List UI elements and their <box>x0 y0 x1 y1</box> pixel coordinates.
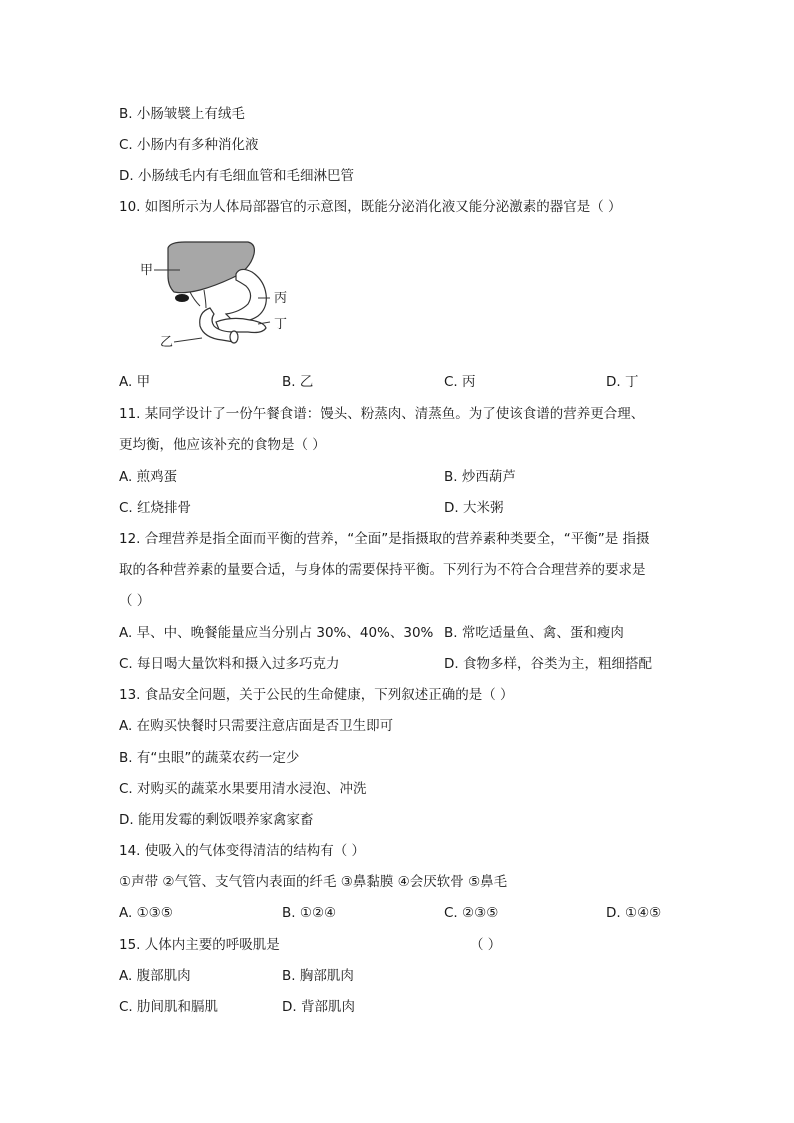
q11-stem-line2: 更均衡，他应该补充的食物是（ ） <box>119 437 326 453</box>
q10-option-c: C. 丙 <box>444 374 476 390</box>
q13-stem: 13. 食品安全问题，关于公民的生命健康，下列叙述正确的是（ ） <box>119 687 514 703</box>
q11-option-c: C. 红烧排骨 <box>119 500 192 516</box>
liver-shape <box>168 242 254 293</box>
q13-option-a: A. 在购买快餐时只需要注意店面是否卫生即可 <box>119 718 394 734</box>
q13-option-b: B. 有“虫眼”的蔬菜农药一定少 <box>119 750 300 766</box>
q10-stem: 10. 如图所示为人体局部器官的示意图，既能分泌消化液又能分泌激素的器官是（ ） <box>119 199 622 215</box>
q15-option-d: D. 背部肌肉 <box>282 999 355 1015</box>
q12-stem-line1: 12. 合理营养是指全面而平衡的营养，“全面”是指摄取的营养素种类要全，“平衡”是 指摄 <box>119 531 650 547</box>
q10-option-d: D. 丁 <box>606 374 639 390</box>
q14-option-a: A. ①③⑤ <box>119 905 173 921</box>
q14-option-d: D. ①④⑤ <box>606 905 662 921</box>
q14-stem: 14. 使吸入的气体变得清洁的结构有（ ） <box>119 843 366 859</box>
gallbladder-shape <box>175 294 189 302</box>
q11-option-d: D. 大米粥 <box>444 500 504 516</box>
q15-answer-paren: （ ） <box>470 937 502 953</box>
q10-option-b: B. 乙 <box>282 374 314 390</box>
q13-option-c: C. 对购买的蔬菜水果要用清水浸泡、冲洗 <box>119 781 367 797</box>
q9-option-d: D. 小肠绒毛内有毛细血管和毛细淋巴管 <box>119 168 354 184</box>
q12-option-a: A. 早、中、晚餐能量应当分别占 30%、40%、30% <box>119 625 434 641</box>
label-yi: 乙 <box>160 335 174 350</box>
organ-diagram <box>140 236 320 356</box>
q15-option-a: A. 腹部肌肉 <box>119 968 191 984</box>
q14-option-c: C. ②③⑤ <box>444 905 499 921</box>
q12-stem-line2: 取的各种营养素的量要合适，与身体的需要保持平衡。下列行为不符合合理营养的要求是 <box>119 562 646 578</box>
label-bing: 丙 <box>274 291 288 306</box>
q9-option-c: C. 小肠内有多种消化液 <box>119 137 259 153</box>
q14-option-b: B. ①②④ <box>282 905 337 921</box>
q12-option-c: C. 每日喝大量饮料和摄入过多巧克力 <box>119 656 340 672</box>
label-ding: 丁 <box>274 317 288 332</box>
q15-option-c: C. 肋间肌和膈肌 <box>119 999 219 1015</box>
q11-option-b: B. 炒西葫芦 <box>444 469 516 485</box>
q14-items: ①声带 ②气管、支气管内表面的纤毛 ③鼻黏膜 ④会厌软骨 ⑤鼻毛 <box>119 874 508 890</box>
q15-option-b: B. 胸部肌肉 <box>282 968 354 984</box>
q9-option-b: B. 小肠皱襞上有绒毛 <box>119 106 245 122</box>
q15-stem: 15. 人体内主要的呼吸肌是 <box>119 937 280 953</box>
q13-option-d: D. 能用发霉的剩饭喂养家禽家畜 <box>119 812 314 828</box>
q12-option-d: D. 食物多样，谷类为主，粗细搭配 <box>444 656 652 672</box>
q11-option-a: A. 煎鸡蛋 <box>119 469 178 485</box>
q12-stem-line3: （ ） <box>119 593 151 609</box>
q12-option-b: B. 常吃适量鱼、禽、蛋和瘦肉 <box>444 625 624 641</box>
q10-option-a: A. 甲 <box>119 374 151 390</box>
q11-stem-line1: 11. 某同学设计了一份午餐食谱：馒头、粉蒸肉、清蒸鱼。为了使该食谱的营养更合理、 <box>119 406 645 422</box>
label-jia: 甲 <box>140 263 154 278</box>
